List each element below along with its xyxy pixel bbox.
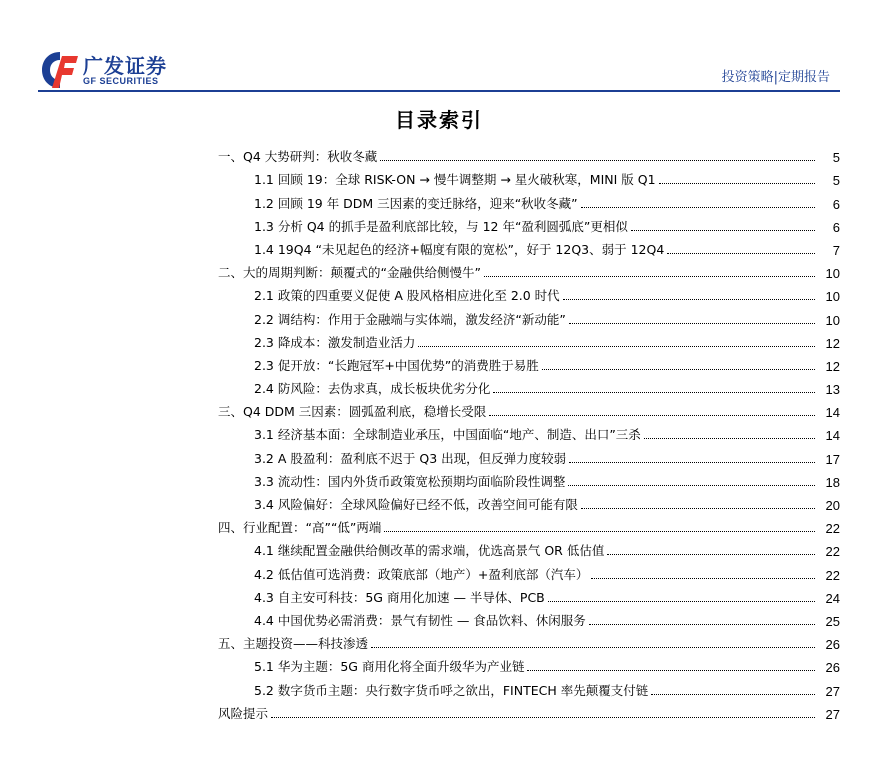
toc-entry-title: 三、Q4 DDM 三因素：圆弧盈利底，稳增长受限 (218, 404, 487, 420)
toc-subsection-entry[interactable] (218, 490, 840, 513)
toc-page-number: 7 (832, 242, 840, 258)
toc-subsection-entry[interactable] (218, 281, 840, 304)
toc-dot-leader (563, 299, 815, 300)
toc-page-number: 14 (825, 428, 840, 444)
toc-section-entry[interactable] (218, 629, 840, 652)
toc-page-number: 17 (825, 451, 840, 467)
toc-subsection-entry[interactable] (218, 328, 840, 351)
toc-section-entry[interactable] (218, 699, 840, 722)
toc-subsection-entry[interactable] (218, 583, 840, 606)
toc-dot-leader (631, 230, 815, 231)
toc-entry-title: 二、大的周期判断：颠覆式的“金融供给侧慢牛” (218, 265, 481, 281)
toc-page-number: 10 (825, 266, 840, 282)
toc-page-number: 5 (832, 150, 840, 166)
page-title: 目录索引 (395, 108, 483, 132)
toc-subsection-entry[interactable] (218, 188, 840, 211)
toc-entry-title: 2.4 防风险：去伪求真，成长板块优劣分化 (254, 381, 491, 397)
toc-entry-title: 3.4 风险偏好：全球风险偏好已经不低，改善空间可能有限 (254, 497, 578, 512)
toc-dot-leader (418, 346, 815, 347)
gf-logo-icon (40, 50, 80, 90)
toc-entry-title: 2.3 降成本：激发制造业活力 (254, 334, 416, 350)
toc-section-entry[interactable] (218, 397, 840, 420)
toc-subsection-entry[interactable] (218, 420, 840, 443)
toc-section-entry[interactable] (218, 513, 840, 536)
toc-subsection-entry[interactable] (218, 467, 840, 490)
toc-entry-title: 2.2 调结构：作用于金融端与实体端，激发经济“新动能” (254, 311, 566, 327)
toc-subsection-entry[interactable] (218, 606, 840, 629)
toc-section-entry[interactable] (218, 142, 840, 165)
logo-english-name: GF SECURITIES (83, 76, 159, 86)
toc-subsection-entry[interactable] (218, 559, 840, 582)
toc-entry-title: 4.2 低估值可选消费：政策底部（地产）+盈利底部（汽车） (254, 566, 589, 582)
toc-entry-title: 1.3 分析 Q4 的抓手是盈利底部比较，与 12 年“盈利圆弧底”更相似 (254, 218, 628, 234)
toc-page-number: 26 (825, 660, 840, 676)
toc-page-number: 22 (825, 544, 840, 560)
toc-entry-title: 2.1 政策的四重要义促使 A 股风格相应进化至 2.0 时代 (254, 288, 560, 304)
toc-entry-title: 3.2 A 股盈利：盈利底不迟于 Q3 出现，但反弹力度较弱 (254, 450, 567, 466)
toc-page-number: 20 (825, 498, 840, 513)
toc-dot-leader (659, 183, 815, 184)
toc-page-number: 26 (825, 637, 840, 653)
toc-page-number: 18 (825, 474, 840, 490)
toc-subsection-entry[interactable] (218, 374, 840, 397)
toc-dot-leader (651, 694, 815, 695)
report-type-label: 投资策略|定期报告 (721, 70, 830, 85)
toc-dot-leader (489, 415, 815, 416)
toc-entry-title: 4.3 自主安可科技：5G 商用化加速 — 半导体、PCB (254, 589, 545, 605)
toc-page-number: 5 (832, 173, 840, 189)
toc-page-number: 22 (825, 521, 840, 537)
toc-dot-leader (589, 624, 815, 625)
toc-dot-leader (607, 554, 815, 555)
toc-dot-leader (581, 207, 815, 208)
toc-dot-leader (569, 323, 815, 324)
toc-entry-title: 3.1 经济基本面：全球制造业承压，中国面临“地产、制造、出口”三杀 (254, 427, 641, 443)
toc-dot-leader (493, 392, 815, 393)
toc-dot-leader (380, 160, 815, 161)
toc-dot-leader (548, 601, 815, 602)
toc-page-number: 13 (825, 382, 840, 398)
toc-page-number: 24 (825, 590, 840, 606)
toc-page-number: 27 (825, 683, 840, 699)
toc-subsection-entry[interactable] (218, 652, 840, 675)
toc-subsection-entry[interactable] (218, 212, 840, 235)
toc-dot-leader (569, 462, 815, 463)
toc-page-number: 6 (832, 196, 840, 212)
toc-page-number: 12 (825, 335, 840, 351)
toc-entry-title: 1.1 回顾 19：全球 RISK-ON → 慢牛调整期 → 星火破秋寒，MINI 版 Q1 (254, 172, 656, 188)
toc-subsection-entry[interactable] (218, 165, 840, 188)
toc-subsection-entry[interactable] (218, 235, 840, 258)
toc-dot-leader (542, 369, 815, 370)
toc-entry-title: 3.3 流动性：国内外货币政策宽松预期均面临阶段性调整 (254, 473, 566, 489)
toc-dot-leader (371, 647, 815, 648)
header-divider (38, 90, 840, 92)
toc-entry-title: 风险提示 (218, 705, 269, 721)
toc-entry-title: 5.2 数字货币主题：央行数字货币呼之欲出，FINTECH 率先颠覆支付链 (254, 682, 649, 698)
gf-securities-logo (40, 50, 200, 90)
table-of-contents (218, 142, 840, 722)
toc-dot-leader (271, 717, 815, 718)
logo-chinese-name: 广发证券 (83, 54, 167, 78)
toc-dot-leader (591, 578, 815, 579)
toc-page-number: 27 (825, 706, 840, 722)
toc-subsection-entry[interactable] (218, 443, 840, 466)
toc-dot-leader (527, 670, 815, 671)
toc-dot-leader (484, 276, 815, 277)
toc-entry-title: 1.2 回顾 19 年 DDM 三因素的变迁脉络，迎来“秋收冬藏” (254, 195, 578, 211)
toc-dot-leader (667, 253, 815, 254)
toc-subsection-entry[interactable] (218, 536, 840, 559)
toc-page-number: 14 (825, 405, 840, 421)
toc-page-number: 22 (825, 567, 840, 583)
toc-subsection-entry[interactable] (218, 351, 840, 374)
toc-page-number: 12 (825, 358, 840, 374)
toc-subsection-entry[interactable] (218, 304, 840, 327)
toc-dot-leader (581, 508, 815, 509)
toc-entry-title: 1.4 19Q4 “未见起色的经济+幅度有限的宽松”，好于 12Q3、弱于 12Q4 (254, 241, 665, 257)
toc-entry-title: 4.1 继续配置金融供给侧改革的需求端，优选高景气 OR 低估值 (254, 543, 605, 559)
toc-entry-title: 5.1 华为主题：5G 商用化将全面升级华为产业链 (254, 659, 525, 675)
toc-subsection-entry[interactable] (218, 675, 840, 698)
toc-dot-leader (384, 531, 815, 532)
toc-dot-leader (644, 438, 815, 439)
toc-entry-title: 4.4 中国优势必需消费：景气有韧性 — 食品饮料、休闲服务 (254, 612, 586, 628)
toc-entry-title: 四、行业配置：“高”“低”两端 (218, 520, 382, 536)
toc-page-number: 25 (825, 613, 840, 629)
toc-entry-title: 2.3 促开放：“长跑冠军+中国优势”的消费胜于易胜 (254, 357, 539, 373)
toc-dot-leader (568, 485, 815, 486)
toc-entry-title: 一、Q4 大势研判：秋收冬藏 (218, 149, 378, 165)
page-header (0, 0, 878, 95)
toc-page-number: 10 (825, 289, 840, 305)
toc-section-entry[interactable] (218, 258, 840, 281)
toc-page-number: 6 (832, 219, 840, 235)
toc-entry-title: 五、主题投资——科技渗透 (218, 636, 369, 652)
toc-page-number: 10 (825, 312, 840, 328)
